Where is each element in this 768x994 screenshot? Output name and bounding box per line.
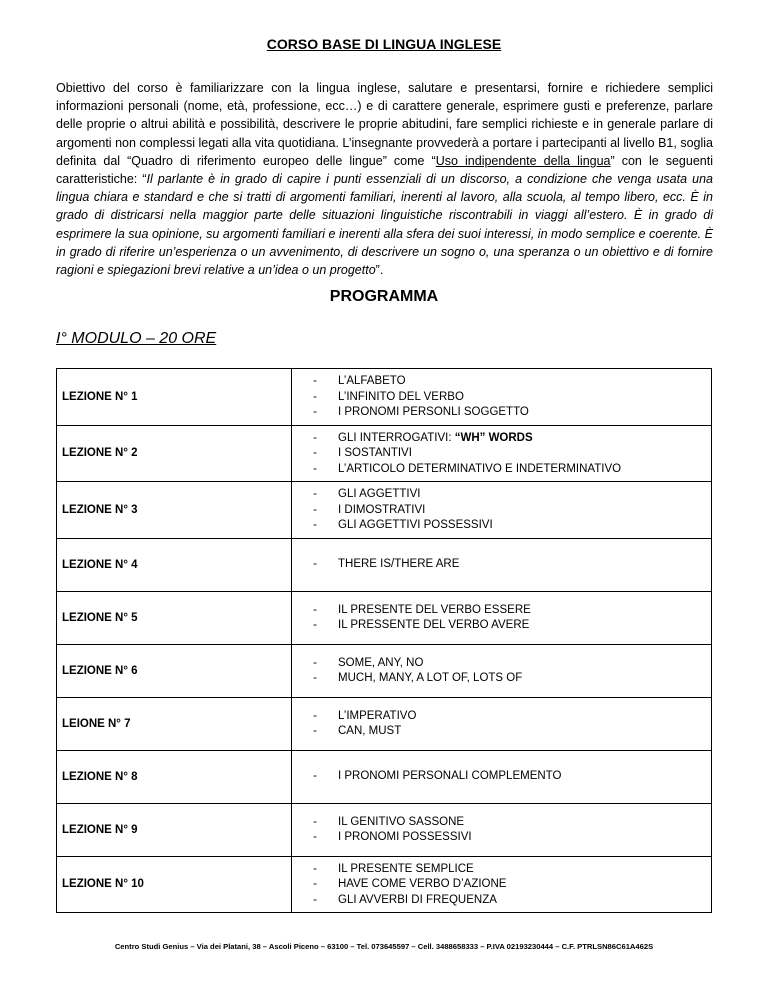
topic-text	[338, 390, 711, 406]
topic-text	[338, 893, 711, 909]
lesson-row	[57, 697, 712, 750]
topic-label: GLI AGGETTIVI	[338, 488, 421, 500]
lesson-row	[57, 425, 712, 482]
topic-item	[292, 446, 711, 462]
bullet-dash: -	[313, 431, 317, 444]
topic-text	[338, 618, 711, 634]
topic-text	[338, 557, 711, 573]
lessons-table	[56, 368, 712, 913]
topic-item	[292, 462, 711, 478]
topic-label: L’IMPERATIVO	[338, 709, 417, 722]
topic-text	[338, 815, 711, 831]
lesson-row	[57, 644, 712, 697]
topic-text	[338, 671, 711, 687]
topic-label: I PRONOMI PERSONLI SOGGETTO	[338, 406, 529, 418]
lesson-name: LEZIONE N° 10	[57, 856, 292, 913]
topic-label: IL GENITIVO SASSONE	[338, 815, 465, 828]
bullet-dash: -	[313, 462, 317, 475]
topic-item	[292, 603, 711, 619]
bullet-dash: -	[313, 862, 317, 875]
lesson-topics	[292, 803, 712, 856]
bullet-dash: -	[313, 447, 317, 459]
topic-text	[338, 656, 711, 672]
topic-text	[338, 724, 711, 740]
topic-label: IL PRESSENTE DEL VERBO AVERE	[338, 619, 530, 631]
topic-emphasis: “WH” WORDS	[454, 431, 533, 444]
lesson-name: LEZIONE N° 2	[57, 425, 292, 482]
topic-text	[338, 462, 711, 478]
lesson-name: LEZIONE N° 4	[57, 538, 292, 591]
bullet-dash: -	[313, 831, 317, 843]
lessons-table-body	[57, 369, 712, 913]
topic-text	[338, 446, 711, 462]
topic-label: GLI INTERROGATIVI:	[338, 431, 455, 444]
topic-label: I SOSTANTIVI	[338, 447, 412, 459]
topic-item	[292, 487, 711, 503]
lesson-topics	[292, 591, 712, 644]
intro-text-2: ” con le seguenti caratteristiche: “	[56, 153, 713, 187]
topic-text	[338, 431, 711, 447]
lesson-topics	[292, 538, 712, 591]
bullet-dash: -	[313, 725, 317, 737]
lesson-row	[57, 538, 712, 591]
topic-item	[292, 709, 711, 725]
topic-label: IL PRESENTE SEMPLICE	[338, 862, 474, 875]
topic-label: GLI AVVERBI DI FREQUENZA	[338, 893, 497, 906]
bullet-dash: -	[313, 672, 317, 684]
bullet-dash: -	[313, 815, 317, 828]
topic-text	[338, 503, 711, 519]
bullet-dash: -	[313, 893, 317, 906]
bullet-dash: -	[313, 603, 317, 616]
bullet-dash: -	[313, 503, 317, 516]
topic-item	[292, 374, 711, 390]
intro-text-3: ”.	[375, 263, 384, 278]
topic-item	[292, 724, 711, 740]
topic-label: MUCH, MANY, A LOT OF, LOTS OF	[338, 672, 523, 684]
lesson-name: LEZIONE N° 6	[57, 644, 292, 697]
program-heading: PROGRAMMA	[329, 288, 439, 305]
lesson-name: LEZIONE N° 9	[57, 803, 292, 856]
lesson-topics	[292, 856, 712, 913]
topic-text	[338, 877, 711, 893]
topic-item	[292, 518, 711, 534]
lesson-topics	[292, 425, 712, 482]
lesson-topics	[292, 369, 712, 426]
bullet-dash: -	[313, 488, 317, 500]
lesson-name: LEZIONE N° 5	[57, 591, 292, 644]
lesson-row	[57, 750, 712, 803]
intro-underlined-term: Uso indipendente della lingua	[435, 153, 611, 168]
topic-label: CAN, MUST	[338, 725, 402, 737]
topic-item	[292, 656, 711, 672]
topic-text	[338, 405, 711, 421]
bullet-dash: -	[313, 406, 317, 418]
bullet-dash: -	[313, 878, 317, 890]
lesson-row	[57, 369, 712, 426]
topic-text	[338, 830, 711, 846]
topic-item	[292, 862, 711, 878]
topic-label: THERE IS/THERE ARE	[338, 558, 460, 571]
topic-text	[338, 603, 711, 619]
module-heading: I° MODULO – 20 ORE	[56, 330, 217, 347]
topic-label: L’ALFABETO	[338, 375, 406, 387]
topic-text	[338, 518, 711, 534]
intro-text: Obiettivo del corso è familiarizzare con la lingua inglese, salutare e presentarsi, fornire e richiedere semplici informazioni personali (nome, età, professione, ecc…) e di carattere generale, esprimere gusti e preferenze, parlare delle proprie o altrui abilità e possibilità, descrivere le proprie abitudini, fare semplici richieste e in generale parlare di argomenti non complessi legati alla vita quotidiana. L’insegnante provvederà a portare i partecipanti al livello B1, soglia definita dal “Quadro di riferimento europeo delle lingue” come “	[56, 81, 713, 168]
topic-item	[292, 431, 711, 447]
topic-item	[292, 557, 711, 573]
topic-item	[292, 618, 711, 634]
lesson-name: LEZIONE N° 1	[57, 369, 292, 426]
bullet-dash: -	[313, 709, 317, 722]
topic-label: SOME, ANY, NO	[338, 656, 424, 669]
topic-text	[338, 709, 711, 725]
topic-item	[292, 503, 711, 519]
topic-item	[292, 830, 711, 846]
bullet-dash: -	[313, 375, 317, 387]
lesson-topics	[292, 644, 712, 697]
lesson-name: LEIONE N° 7	[57, 697, 292, 750]
intro-paragraph	[56, 79, 713, 279]
topic-item	[292, 390, 711, 406]
lesson-name: LEZIONE N° 3	[57, 482, 292, 539]
bullet-dash: -	[313, 558, 317, 571]
topic-label: I PRONOMI PERSONALI COMPLEMENTO	[338, 770, 562, 783]
topic-item	[292, 877, 711, 893]
topic-item	[292, 815, 711, 831]
topic-item	[292, 671, 711, 687]
lesson-topics	[292, 750, 712, 803]
topic-label: IL PRESENTE DEL VERBO ESSERE	[338, 603, 531, 616]
topic-label: L’ARTICOLO DETERMINATIVO E INDETERMINATIVO	[338, 462, 622, 475]
topic-label: HAVE COME VERBO D’AZIONE	[338, 878, 507, 890]
lesson-row	[57, 803, 712, 856]
intro-quote: Il parlante è in grado di capire i punti essenziali di un discorso, a condizione che venga usata una lingua chiara e standard e che si tratti di argomenti familiari, inerenti al lavoro, alla scuola, al tempo libero, ecc. È in grado di districarsi nella maggior parte delle situazioni linguistiche riscontrabili in viaggi all’estero. È in grado di esprimere la sua opinione, su argomenti familiari e inerenti alla sfera dei suoi interessi, in modo semplice e coerente. È in grado di riferire un’esperienza o un avvenimento, di descrivere un sogno o, una speranza o un obiettivo e di fornire ragioni e spiegazioni brevi relative a un’idea o un progetto	[56, 172, 713, 278]
topic-item	[292, 405, 711, 421]
bullet-dash: -	[313, 770, 317, 783]
topic-item	[292, 893, 711, 909]
topic-label: L’INFINITO DEL VERBO	[338, 390, 464, 403]
lesson-row	[57, 591, 712, 644]
lesson-topics	[292, 482, 712, 539]
topic-label: I DIMOSTRATIVI	[338, 503, 426, 516]
bullet-dash: -	[313, 656, 317, 669]
lesson-topics	[292, 697, 712, 750]
bullet-dash: -	[313, 519, 317, 531]
topic-text	[338, 862, 711, 878]
topic-text	[338, 374, 711, 390]
topic-label: I PRONOMI POSSESSIVI	[338, 831, 472, 843]
lesson-row	[57, 482, 712, 539]
topic-text	[338, 769, 711, 785]
lesson-row	[57, 856, 712, 913]
footer-text: Centro Studi Genius – Via dei Platani, 38 – Ascoli Piceno – 63100 – Tel. 073645597 – Cell. 3488658333 – P.IVA 02193230444 – C.F. PTRLSN86C61A462S	[114, 942, 654, 951]
topic-label: GLI AGGETTIVI POSSESSIVI	[338, 519, 493, 531]
topic-text	[338, 487, 711, 503]
lesson-name: LEZIONE N° 8	[57, 750, 292, 803]
topic-item	[292, 769, 711, 785]
bullet-dash: -	[313, 390, 317, 403]
page-title: CORSO BASE DI LINGUA INGLESE	[266, 36, 502, 52]
bullet-dash: -	[313, 619, 317, 631]
